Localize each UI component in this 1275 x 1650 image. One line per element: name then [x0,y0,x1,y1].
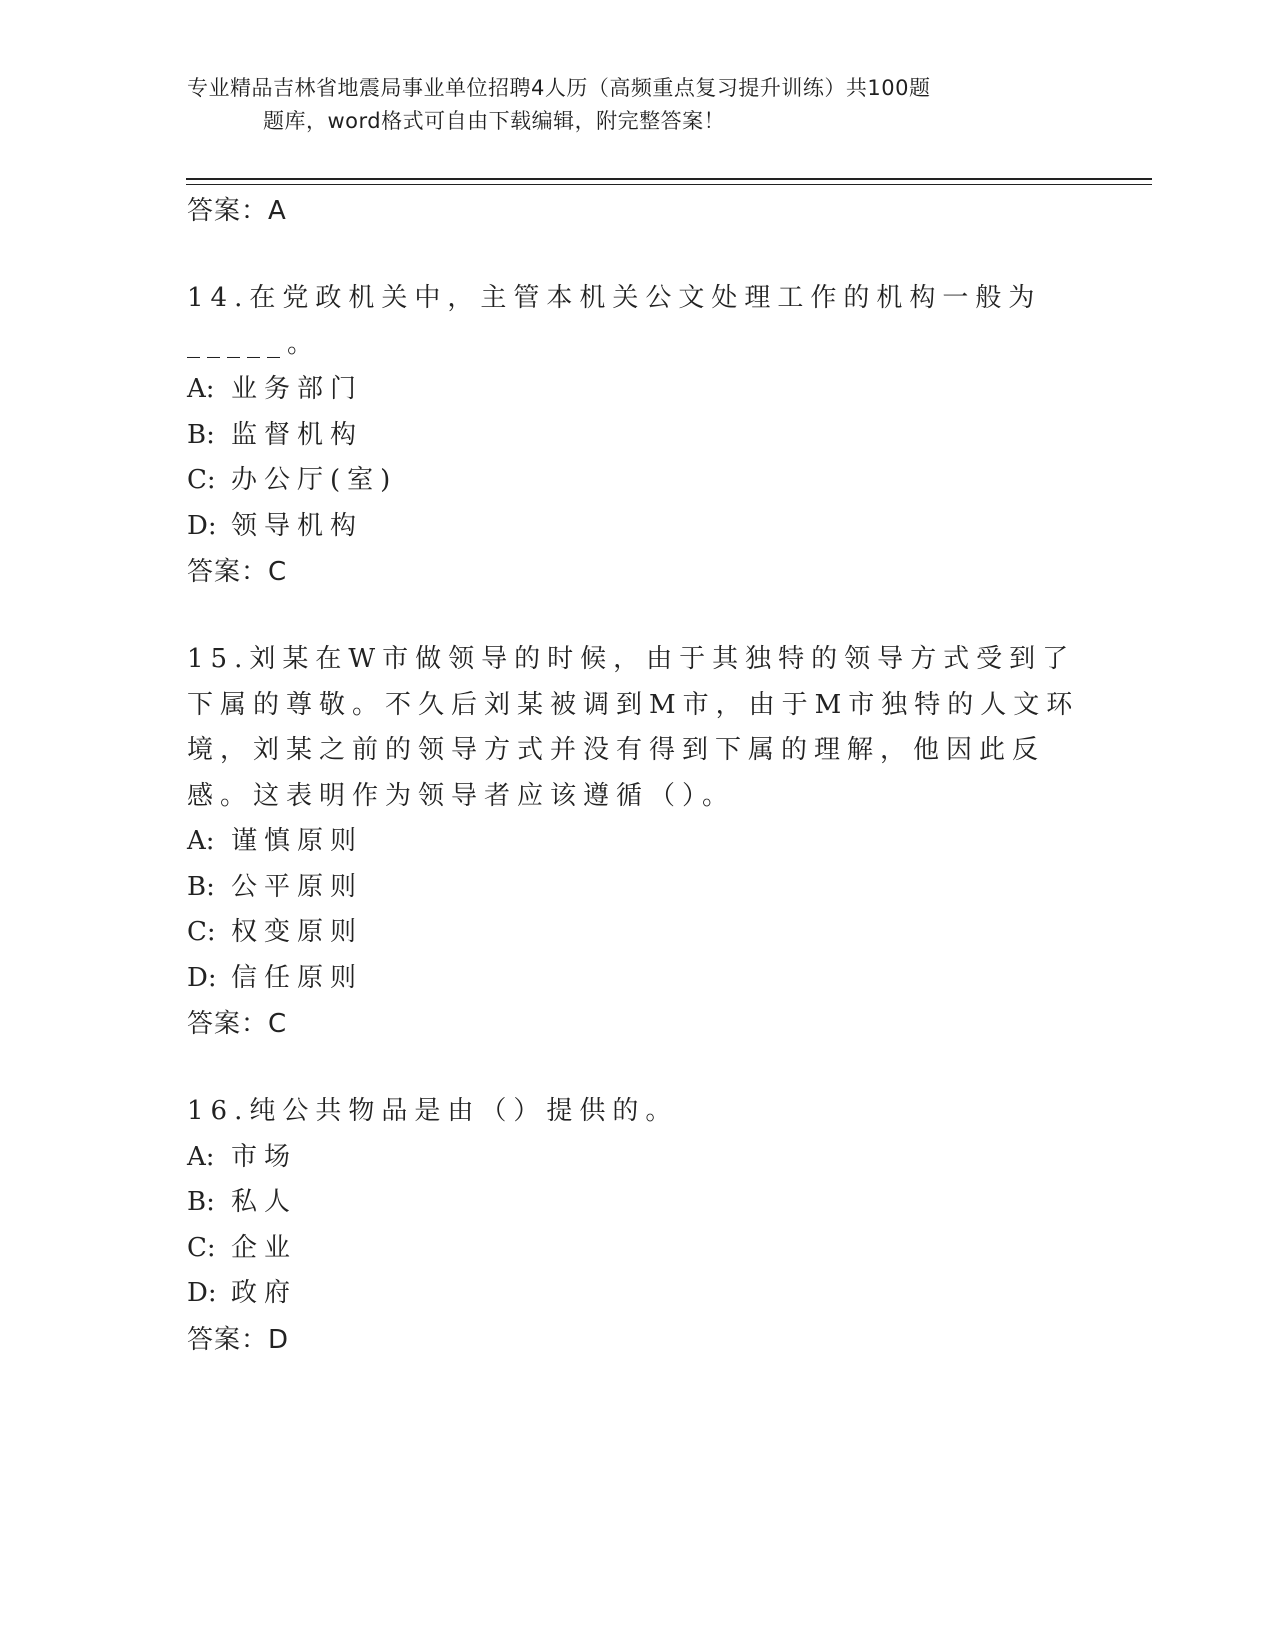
option-d [187,956,1087,1002]
option-a [187,1135,1087,1181]
option-key: D: [187,510,217,541]
option-b [187,413,1087,459]
option-c [187,910,1087,956]
option-a [187,819,1087,865]
answer: 答案：C [187,1009,288,1039]
page-header [187,72,1067,138]
header-title-line-2: 题库，word格式可自由下载编辑，附完整答案！ [263,109,726,133]
question-text: 16.纯公共物品是由（）提供的。 [187,1096,679,1126]
option-text: 办公厅(室) [231,465,398,495]
question-text: 15.刘某在W市做领导的时候，由于其独特的领导方式受到了下属的尊敬。不久后刘某被调到M市，由于M市独特的人文环境，刘某之前的领导方式并没有得到下属的理解，他因此反感。这表明作为领导者应该遵循（）。 [187,644,1080,811]
question-list [187,188,1087,1363]
option-key: C: [187,917,216,947]
option-key: A: [187,826,215,856]
option-key: D: [187,1278,217,1308]
option-b [187,865,1087,911]
option-key: C: [187,1232,216,1263]
option-text: 公平原则 [231,871,364,902]
option-text: 政府 [231,1278,298,1308]
option-text: 信任原则 [231,962,364,993]
question-14 [187,276,1087,595]
option-key: B: [187,871,215,902]
option-b [187,1180,1087,1226]
option-key: C: [187,465,216,495]
question-15 [187,637,1087,1047]
option-text: 市场 [231,1141,298,1172]
header-rule-thin [186,184,1152,185]
option-a [187,367,1087,413]
option-key: D: [187,962,217,993]
header-rule-thick [186,178,1152,180]
option-text: 谨慎原则 [231,826,364,856]
option-text: 私人 [231,1187,298,1217]
question-text: 14.在党政机关中，主管本机关公文处理工作的机构一般为_____。 [187,283,1042,359]
option-text: 监督机构 [231,419,364,450]
option-text: 业务部门 [231,374,364,404]
option-key: B: [187,1187,215,1217]
option-text: 权变原则 [231,917,364,947]
option-key: B: [187,419,215,450]
header-title-line-1: 专业精品吉林省地震局事业单位招聘4人历（高频重点复习提升训练）共100题 [187,76,931,100]
option-key: A: [187,1141,215,1172]
option-c [187,458,1087,504]
option-d [187,504,1087,550]
option-key: A: [187,374,215,404]
option-d [187,1271,1087,1317]
question-16 [187,1089,1087,1363]
previous-answer: 答案：A [187,196,287,226]
option-c [187,1226,1087,1272]
option-text: 企业 [231,1232,298,1263]
option-text: 领导机构 [231,510,364,541]
answer: 答案：D [187,1324,290,1355]
answer: 答案：C [187,557,288,587]
